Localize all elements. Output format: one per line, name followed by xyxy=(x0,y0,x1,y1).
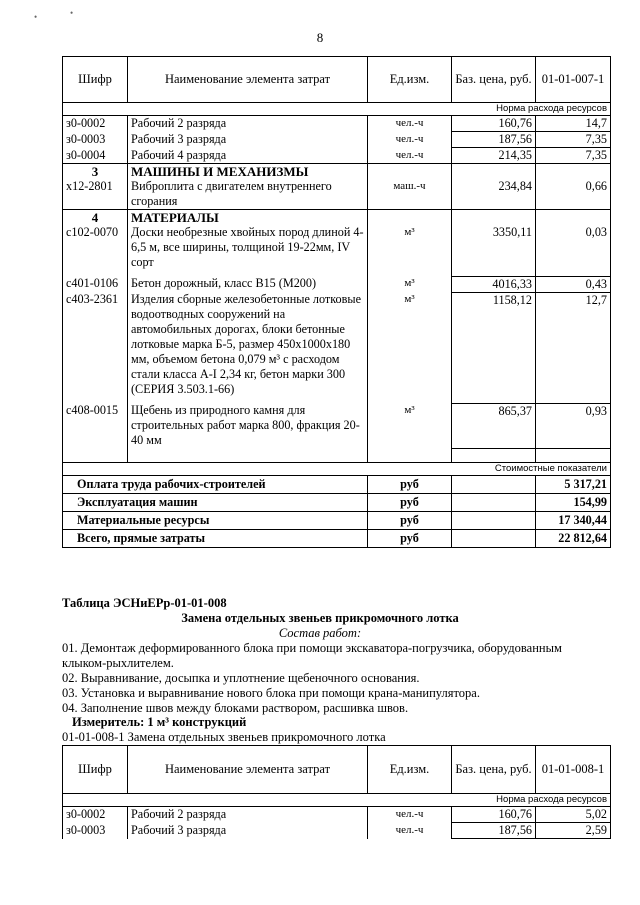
resource-norm: 0,43 xyxy=(536,276,611,292)
resource-code: з0-0003 xyxy=(63,132,128,148)
resource-unit: маш.-ч xyxy=(368,179,452,210)
resource-unit: м³ xyxy=(368,403,452,448)
work-step: клыком-рыхлителем. xyxy=(62,656,174,670)
resource-name: Щебень из природного камня для строительных работ марка 800, фракция 20-40 мм xyxy=(128,403,368,448)
total-name: Всего, прямые затраты xyxy=(63,530,368,548)
resource-norm: 7,35 xyxy=(536,148,611,164)
total-name: Эксплуатация машин xyxy=(63,494,368,512)
resource-row xyxy=(63,148,611,164)
work-step: 03. Установка и выравнивание нового блока при помощи крана-манипулятора. xyxy=(62,686,480,700)
page-number: 8 xyxy=(316,30,324,45)
resource-code: с401-0106 xyxy=(63,276,128,292)
resource-code: з0-0002 xyxy=(63,807,128,823)
cost-label: Стоимостные показатели xyxy=(63,463,611,476)
total-unit: руб xyxy=(368,494,452,512)
header-table-id: 01-01-007-1 xyxy=(536,57,611,103)
resource-code: з0-0002 xyxy=(63,116,128,132)
header-code: Шифр xyxy=(63,746,128,794)
section-number: 4 xyxy=(63,210,128,226)
work-steps xyxy=(62,641,562,716)
resource-name: Доски необрезные хвойных пород длиной 4-6,5 м, все ширины, толщиной 19-22мм, IV сорт xyxy=(128,225,368,276)
total-unit: руб xyxy=(368,476,452,494)
total-empty xyxy=(452,476,536,494)
resource-code: з0-0004 xyxy=(63,148,128,164)
total-value: 154,99 xyxy=(536,494,611,512)
resource-code: з0-0003 xyxy=(63,823,128,839)
resource-code: с403-2361 xyxy=(63,292,128,403)
resource-norm: 0,66 xyxy=(536,179,611,210)
resource-name: Рабочий 2 разряда xyxy=(128,116,368,132)
resource-unit: чел.-ч xyxy=(368,823,452,839)
resource-row xyxy=(63,292,611,403)
resource-name: Бетон дорожный, класс В15 (М200) xyxy=(128,276,368,292)
measure-line: Измеритель: 1 м³ конструкций xyxy=(72,715,247,729)
header-price: Баз. цена, руб. xyxy=(452,746,536,794)
resource-price: 3350,11 xyxy=(452,225,536,276)
work-step: 04. Заполнение швов между блоками раствором, расшивка швов. xyxy=(62,701,409,715)
total-empty xyxy=(452,494,536,512)
resource-unit: чел.-ч xyxy=(368,132,452,148)
resource-price: 187,56 xyxy=(452,132,536,148)
resource-table-1 xyxy=(62,56,611,548)
resource-price: 865,37 xyxy=(452,403,536,448)
resource-row xyxy=(63,225,611,276)
resource-name: Рабочий 3 разряда xyxy=(128,823,368,839)
total-row xyxy=(63,530,611,548)
header-code: Шифр xyxy=(63,57,128,103)
resource-unit: м³ xyxy=(368,225,452,276)
composition-title: Состав работ: xyxy=(278,626,362,640)
resource-norm: 0,03 xyxy=(536,225,611,276)
total-name: Оплата труда рабочих-строителей xyxy=(63,476,368,494)
resource-norm: 0,93 xyxy=(536,403,611,448)
work-step: 01. Демонтаж деформированного блока при помощи экскаватора-погрузчика, оборудованным xyxy=(62,641,562,655)
total-value: 17 340,44 xyxy=(536,512,611,530)
total-unit: руб xyxy=(368,530,452,548)
resource-row xyxy=(63,276,611,292)
resource-name: Рабочий 3 разряда xyxy=(128,132,368,148)
table-subtitle: Замена отдельных звеньев прикромочного лотка xyxy=(181,611,459,625)
header-name: Наименование элемента затрат xyxy=(128,57,368,103)
resource-price: 160,76 xyxy=(452,116,536,132)
resource-name: Изделия сборные железобетонные лотковые водоотводных сооружений на автомобильных дорогах, блоки бетонные лотковые марка Б-5, размер 450х1000х180 мм, объемом бетона 0,079 м³ с расходом стали класса А-I 2,34 кг, бетон марки 300 (СЕРИЯ 3.503.1-66) xyxy=(128,292,368,403)
resource-row xyxy=(63,823,611,839)
table-title: Таблица ЭСНиЕРр-01-01-008 xyxy=(62,596,227,610)
resource-price: 187,56 xyxy=(452,823,536,839)
resource-row xyxy=(63,179,611,210)
resource-code: с102-0070 xyxy=(63,225,128,276)
resource-unit: чел.-ч xyxy=(368,148,452,164)
resource-unit: м³ xyxy=(368,292,452,403)
resource-norm: 14,7 xyxy=(536,116,611,132)
total-row xyxy=(63,494,611,512)
resource-name: Рабочий 2 разряда xyxy=(128,807,368,823)
norm-label: Норма расхода ресурсов xyxy=(63,103,611,116)
resource-norm: 12,7 xyxy=(536,292,611,403)
resource-row xyxy=(63,116,611,132)
header-unit: Ед.изм. xyxy=(368,746,452,794)
resource-price: 160,76 xyxy=(452,807,536,823)
resource-unit: чел.-ч xyxy=(368,116,452,132)
resource-name: Виброплита с двигателем внутреннего сгорания xyxy=(128,179,368,210)
resource-unit: м³ xyxy=(368,276,452,292)
total-unit: руб xyxy=(368,512,452,530)
header-unit: Ед.изм. xyxy=(368,57,452,103)
resource-norm: 5,02 xyxy=(536,807,611,823)
resource-price: 4016,33 xyxy=(452,276,536,292)
total-empty xyxy=(452,530,536,548)
resource-price: 1158,12 xyxy=(452,292,536,403)
resource-price: 214,35 xyxy=(452,148,536,164)
section-number: 3 xyxy=(63,164,128,180)
norm-label: Норма расхода ресурсов xyxy=(63,794,611,807)
total-value: 22 812,64 xyxy=(536,530,611,548)
section-title: МАШИНЫ И МЕХАНИЗМЫ xyxy=(128,164,368,180)
total-name: Материальные ресурсы xyxy=(63,512,368,530)
resource-name: Рабочий 4 разряда xyxy=(128,148,368,164)
total-row xyxy=(63,476,611,494)
header-name: Наименование элемента затрат xyxy=(128,746,368,794)
work-step: 02. Выравнивание, досыпка и уплотнение щебеночного основания. xyxy=(62,671,420,685)
section-title: МАТЕРИАЛЫ xyxy=(128,210,368,226)
total-row xyxy=(63,512,611,530)
resource-price: 234,84 xyxy=(452,179,536,210)
resource-code: с408-0015 xyxy=(63,403,128,448)
resource-unit: чел.-ч xyxy=(368,807,452,823)
scan-speck: • xyxy=(34,12,38,22)
header-price: Баз. цена, руб. xyxy=(452,57,536,103)
header-table-id: 01-01-008-1 xyxy=(536,746,611,794)
resource-norm: 7,35 xyxy=(536,132,611,148)
resource-row xyxy=(63,807,611,823)
resource-table-2 xyxy=(62,745,611,839)
total-empty xyxy=(452,512,536,530)
resource-code: х12-2801 xyxy=(63,179,128,210)
total-value: 5 317,21 xyxy=(536,476,611,494)
item-line: 01-01-008-1 Замена отдельных звеньев прикромочного лотка xyxy=(62,730,386,744)
resource-row xyxy=(63,403,611,448)
resource-norm: 2,59 xyxy=(536,823,611,839)
resource-row xyxy=(63,132,611,148)
scan-speck: • xyxy=(70,8,74,18)
